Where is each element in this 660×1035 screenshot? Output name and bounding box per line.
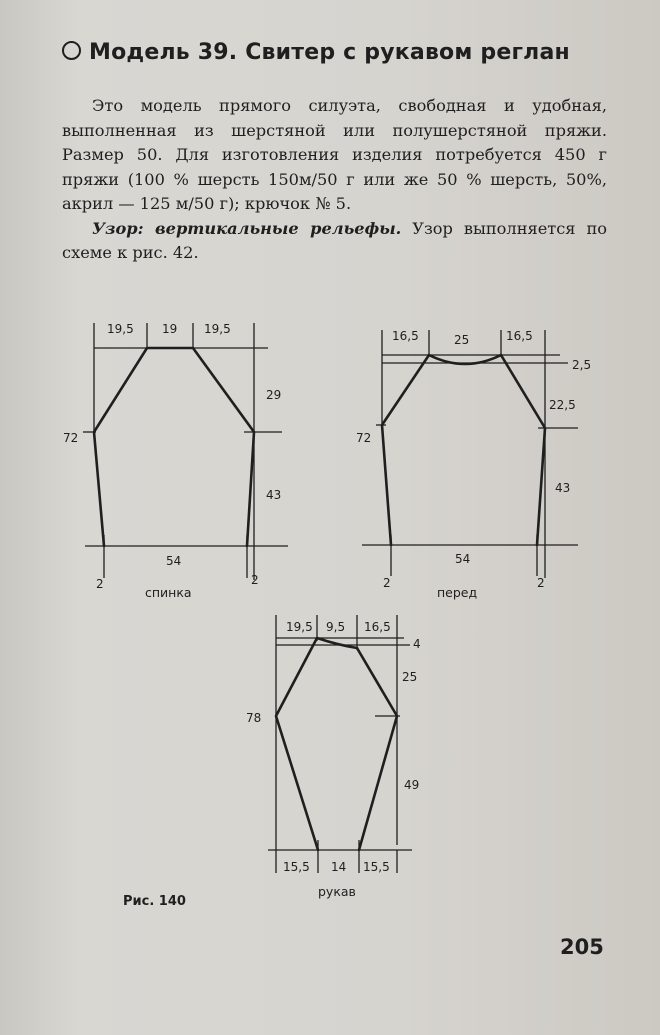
sleeve-label-bottom-left: 15,5: [283, 860, 310, 874]
sleeve-cap-curve: [317, 638, 357, 648]
back-diagram: [63, 322, 288, 600]
back-label-top-right: 19,5: [204, 322, 231, 336]
front-label-bottom-left: 2: [383, 576, 391, 590]
front-label-side: 43: [555, 481, 571, 495]
sleeve-right-outline: [357, 648, 397, 850]
sleeve-label-top-right: 16,5: [364, 620, 391, 634]
back-caption: спинка: [145, 585, 192, 600]
back-label-top-mid: 19: [162, 322, 178, 336]
sleeve-label-bottom-mid: 14: [331, 860, 347, 874]
sleeve-label-cap-depth: 4: [413, 637, 421, 651]
back-label-height: 72: [63, 431, 79, 445]
front-right-outline: [501, 355, 545, 545]
front-left-outline: [382, 355, 429, 545]
pattern-text: Узор выполняется по схеме к рис. 42.: [62, 218, 608, 262]
sleeve-label-length: 78: [246, 711, 262, 725]
sleeve-diagram: [246, 615, 421, 899]
page-number: 205: [560, 935, 604, 959]
sleeve-label-lower: 49: [404, 778, 420, 792]
front-caption: перед: [437, 585, 478, 600]
front-label-neck-depth: 2,5: [572, 358, 592, 372]
description-text: Это модель прямого силуэта, свободная и удобная, выполненная из шерстяной или полушерстяной пряжи. Размер 50. Для изготовления изделия потребуется 450 г пряжи (100 % шерсть 150м/50 г или же 50 % шерсть, 50%, акрил — 125 м/50 г); крючок № 5.: [62, 96, 607, 213]
sleeve-label-top-mid: 9,5: [326, 620, 346, 634]
front-label-bottom-right: 2: [537, 576, 545, 590]
back-label-bottom-right: 2: [251, 573, 259, 587]
sleeve-label-bottom-right: 15,5: [363, 860, 390, 874]
front-label-top-left: 16,5: [392, 329, 419, 343]
back-label-top-left: 19,5: [107, 322, 134, 336]
pattern-label: Узор: вертикальные рельефы.: [92, 218, 402, 238]
figure-caption: Рис. 140: [123, 894, 186, 909]
model-title: Модель 39. Свитер с рукавом реглан: [89, 40, 570, 65]
sleeve-caption: рукав: [318, 884, 356, 899]
front-label-top-mid: 25: [454, 333, 470, 347]
sleeve-label-raglan: 25: [402, 670, 418, 684]
sleeve-left-outline: [276, 638, 318, 850]
back-label-armhole: 29: [266, 388, 282, 402]
back-label-width: 54: [166, 554, 182, 568]
sleeve-label-top-left: 19,5: [286, 620, 313, 634]
front-label-width: 54: [455, 552, 471, 566]
front-label-top-right: 16,5: [506, 329, 533, 343]
front-diagram: [356, 329, 591, 600]
front-label-armhole: 22,5: [549, 398, 576, 412]
front-label-height: 72: [356, 431, 372, 445]
back-label-bottom-left: 2: [96, 577, 104, 591]
back-label-side: 43: [266, 488, 282, 502]
back-outline: [94, 348, 254, 546]
